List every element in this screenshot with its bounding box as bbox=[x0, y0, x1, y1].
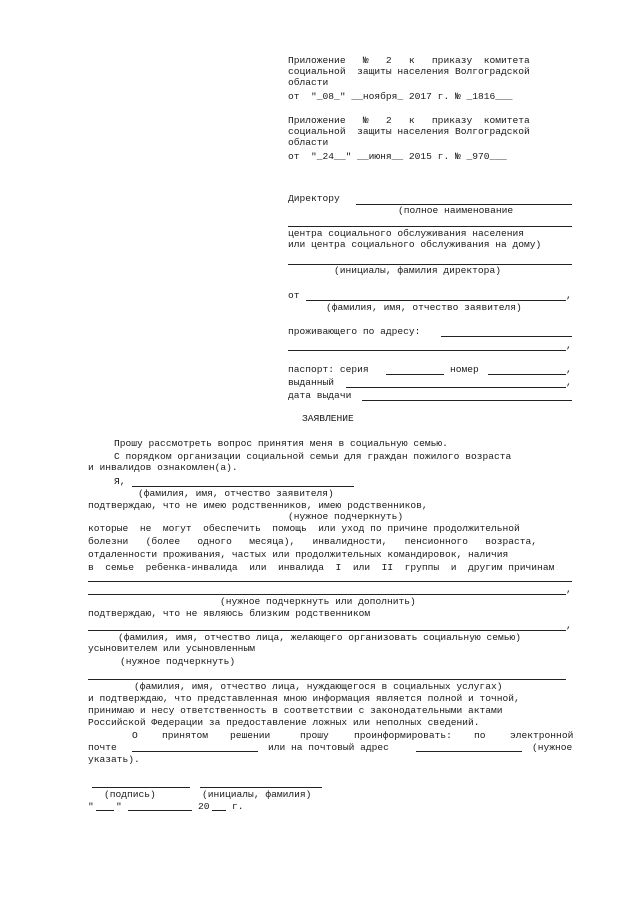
body-line: подтверждаю, что не являюсь близким родственником bbox=[88, 608, 371, 619]
director-initials-hint: (инициалы, фамилия директора) bbox=[334, 265, 501, 276]
date-quote: " bbox=[116, 801, 122, 812]
initials-hint: (инициалы, фамилия) bbox=[202, 789, 312, 800]
applicant-fio-field[interactable] bbox=[306, 300, 566, 301]
needy-fio-hint: (фамилия, имя, отчество лица, нуждающегося в социальных услугах) bbox=[134, 681, 503, 692]
postal-address-label: или на почтовый адрес bbox=[268, 742, 389, 753]
header-line: социальной защиты населения Волгоградской bbox=[288, 66, 530, 77]
header-line: от "_24__" __июня__ 2015 г. № _970___ bbox=[288, 151, 507, 162]
underline-hint: (нужное подчеркнуть) bbox=[120, 656, 236, 667]
underline-hint: (нужное подчеркнуть) bbox=[288, 511, 404, 522]
email-field[interactable] bbox=[132, 751, 258, 752]
underline-or-add-hint: (нужное подчеркнуть или дополнить) bbox=[220, 596, 416, 607]
applicant-fio-hint: (фамилия, имя, отчество заявителя) bbox=[138, 488, 334, 499]
year-prefix: 20 bbox=[198, 801, 210, 812]
other-reasons-field[interactable] bbox=[88, 581, 572, 582]
date-month-field[interactable] bbox=[128, 810, 192, 811]
notify-word: проинформировать: bbox=[354, 730, 452, 741]
notify-word: по bbox=[474, 730, 486, 741]
year-suffix: г. bbox=[232, 801, 244, 812]
header-line: области bbox=[288, 77, 329, 88]
center-line: центра социального обслуживания населения bbox=[288, 228, 525, 239]
header-line: социальной защиты населения Волгоградской bbox=[288, 126, 530, 137]
notify-word: электронной bbox=[510, 730, 574, 741]
body-line: в семье ребенка-инвалида или инвалида I или II группы и другим причинам bbox=[88, 562, 555, 573]
body-line: которые не могут обеспечить помощь или уход по причине продолжительной bbox=[88, 523, 520, 534]
email-label: почте bbox=[88, 742, 117, 753]
body-line: принимаю и несу ответственность в соответствии с законодательными актами bbox=[88, 705, 503, 716]
header-line: Приложение № 2 к приказу комитета bbox=[288, 55, 530, 66]
header-line: Приложение № 2 к приказу комитета bbox=[288, 115, 530, 126]
passport-series-label: паспорт: серия bbox=[288, 364, 369, 375]
comma: , bbox=[566, 377, 572, 388]
passport-series-field[interactable] bbox=[386, 374, 444, 375]
needy-person-field[interactable] bbox=[88, 679, 566, 680]
body-line: Прошу рассмотреть вопрос принятия меня в социальную семью. bbox=[114, 438, 448, 449]
header-line: области bbox=[288, 137, 329, 148]
issued-label: выданный bbox=[288, 377, 335, 388]
address-field[interactable] bbox=[441, 336, 572, 337]
date-day-field[interactable] bbox=[96, 810, 114, 811]
organizer-name-field[interactable] bbox=[88, 630, 566, 631]
body-line: указать). bbox=[88, 754, 140, 765]
date-year-field[interactable] bbox=[212, 810, 226, 811]
passport-number-field[interactable] bbox=[488, 374, 566, 375]
notify-word: решении bbox=[230, 730, 271, 741]
residing-label: проживающего по адресу: bbox=[288, 326, 421, 337]
header-line: от "_08_" __ноября_ 2017 г. № _1816___ bbox=[288, 91, 513, 102]
document-title: ЗАЯВЛЕНИЕ bbox=[302, 413, 354, 424]
issue-date-label: дата выдачи bbox=[288, 390, 352, 401]
organizer-fio-hint: (фамилия, имя, отчество лица, желающего организовать социальную семью) bbox=[118, 632, 522, 643]
director-label: Директору bbox=[288, 193, 340, 204]
full-name-hint: (полное наименование bbox=[398, 205, 514, 216]
address-field-2[interactable] bbox=[288, 350, 566, 351]
passport-number-label: номер bbox=[450, 364, 479, 375]
center-name-field[interactable] bbox=[288, 226, 572, 227]
applicant-name-field[interactable] bbox=[132, 486, 354, 487]
notify-word: принятом bbox=[162, 730, 209, 741]
notify-word: прошу bbox=[300, 730, 329, 741]
comma: , bbox=[566, 620, 572, 631]
from-label: от bbox=[288, 290, 300, 301]
center-line: или центра социального обслуживания на дому) bbox=[288, 239, 542, 250]
applicant-fio-hint: (фамилия, имя, отчество заявителя) bbox=[326, 302, 522, 313]
comma: , bbox=[566, 584, 572, 595]
body-line: С порядком организации социальной семьи для граждан пожилого возраста bbox=[114, 451, 512, 462]
issued-field[interactable] bbox=[346, 387, 566, 388]
comma: , bbox=[566, 340, 572, 351]
postal-address-field[interactable] bbox=[416, 751, 522, 752]
ya-label: Я, bbox=[114, 476, 126, 487]
body-line: отдаленности проживания, частых или продолжительных командировок, наличия bbox=[88, 549, 509, 560]
comma: , bbox=[566, 364, 572, 375]
signature-hint: (подпись) bbox=[104, 789, 156, 800]
body-line: и подтверждаю, что представленная мною информация является полной и точной, bbox=[88, 693, 520, 704]
initials-field[interactable] bbox=[200, 787, 322, 788]
body-line: усыновителем или усыновленным bbox=[88, 643, 255, 654]
body-line: и инвалидов ознакомлен(а). bbox=[88, 462, 238, 473]
issue-date-field[interactable] bbox=[362, 400, 572, 401]
body-line: Российской Федерации за предоставление ложных или неполных сведений. bbox=[88, 717, 480, 728]
notify-word: О bbox=[132, 730, 138, 741]
other-reasons-field-2[interactable] bbox=[88, 594, 566, 595]
date-quote: " bbox=[88, 801, 94, 812]
signature-field[interactable] bbox=[92, 787, 190, 788]
body-line: болезни (более одного месяца), инвалидности, пенсионного возраста, bbox=[88, 536, 538, 547]
comma: , bbox=[566, 290, 572, 301]
needed-label: (нужное bbox=[532, 742, 573, 753]
body-line: подтверждаю, что не имею родственников, имею родственников, bbox=[88, 500, 428, 511]
